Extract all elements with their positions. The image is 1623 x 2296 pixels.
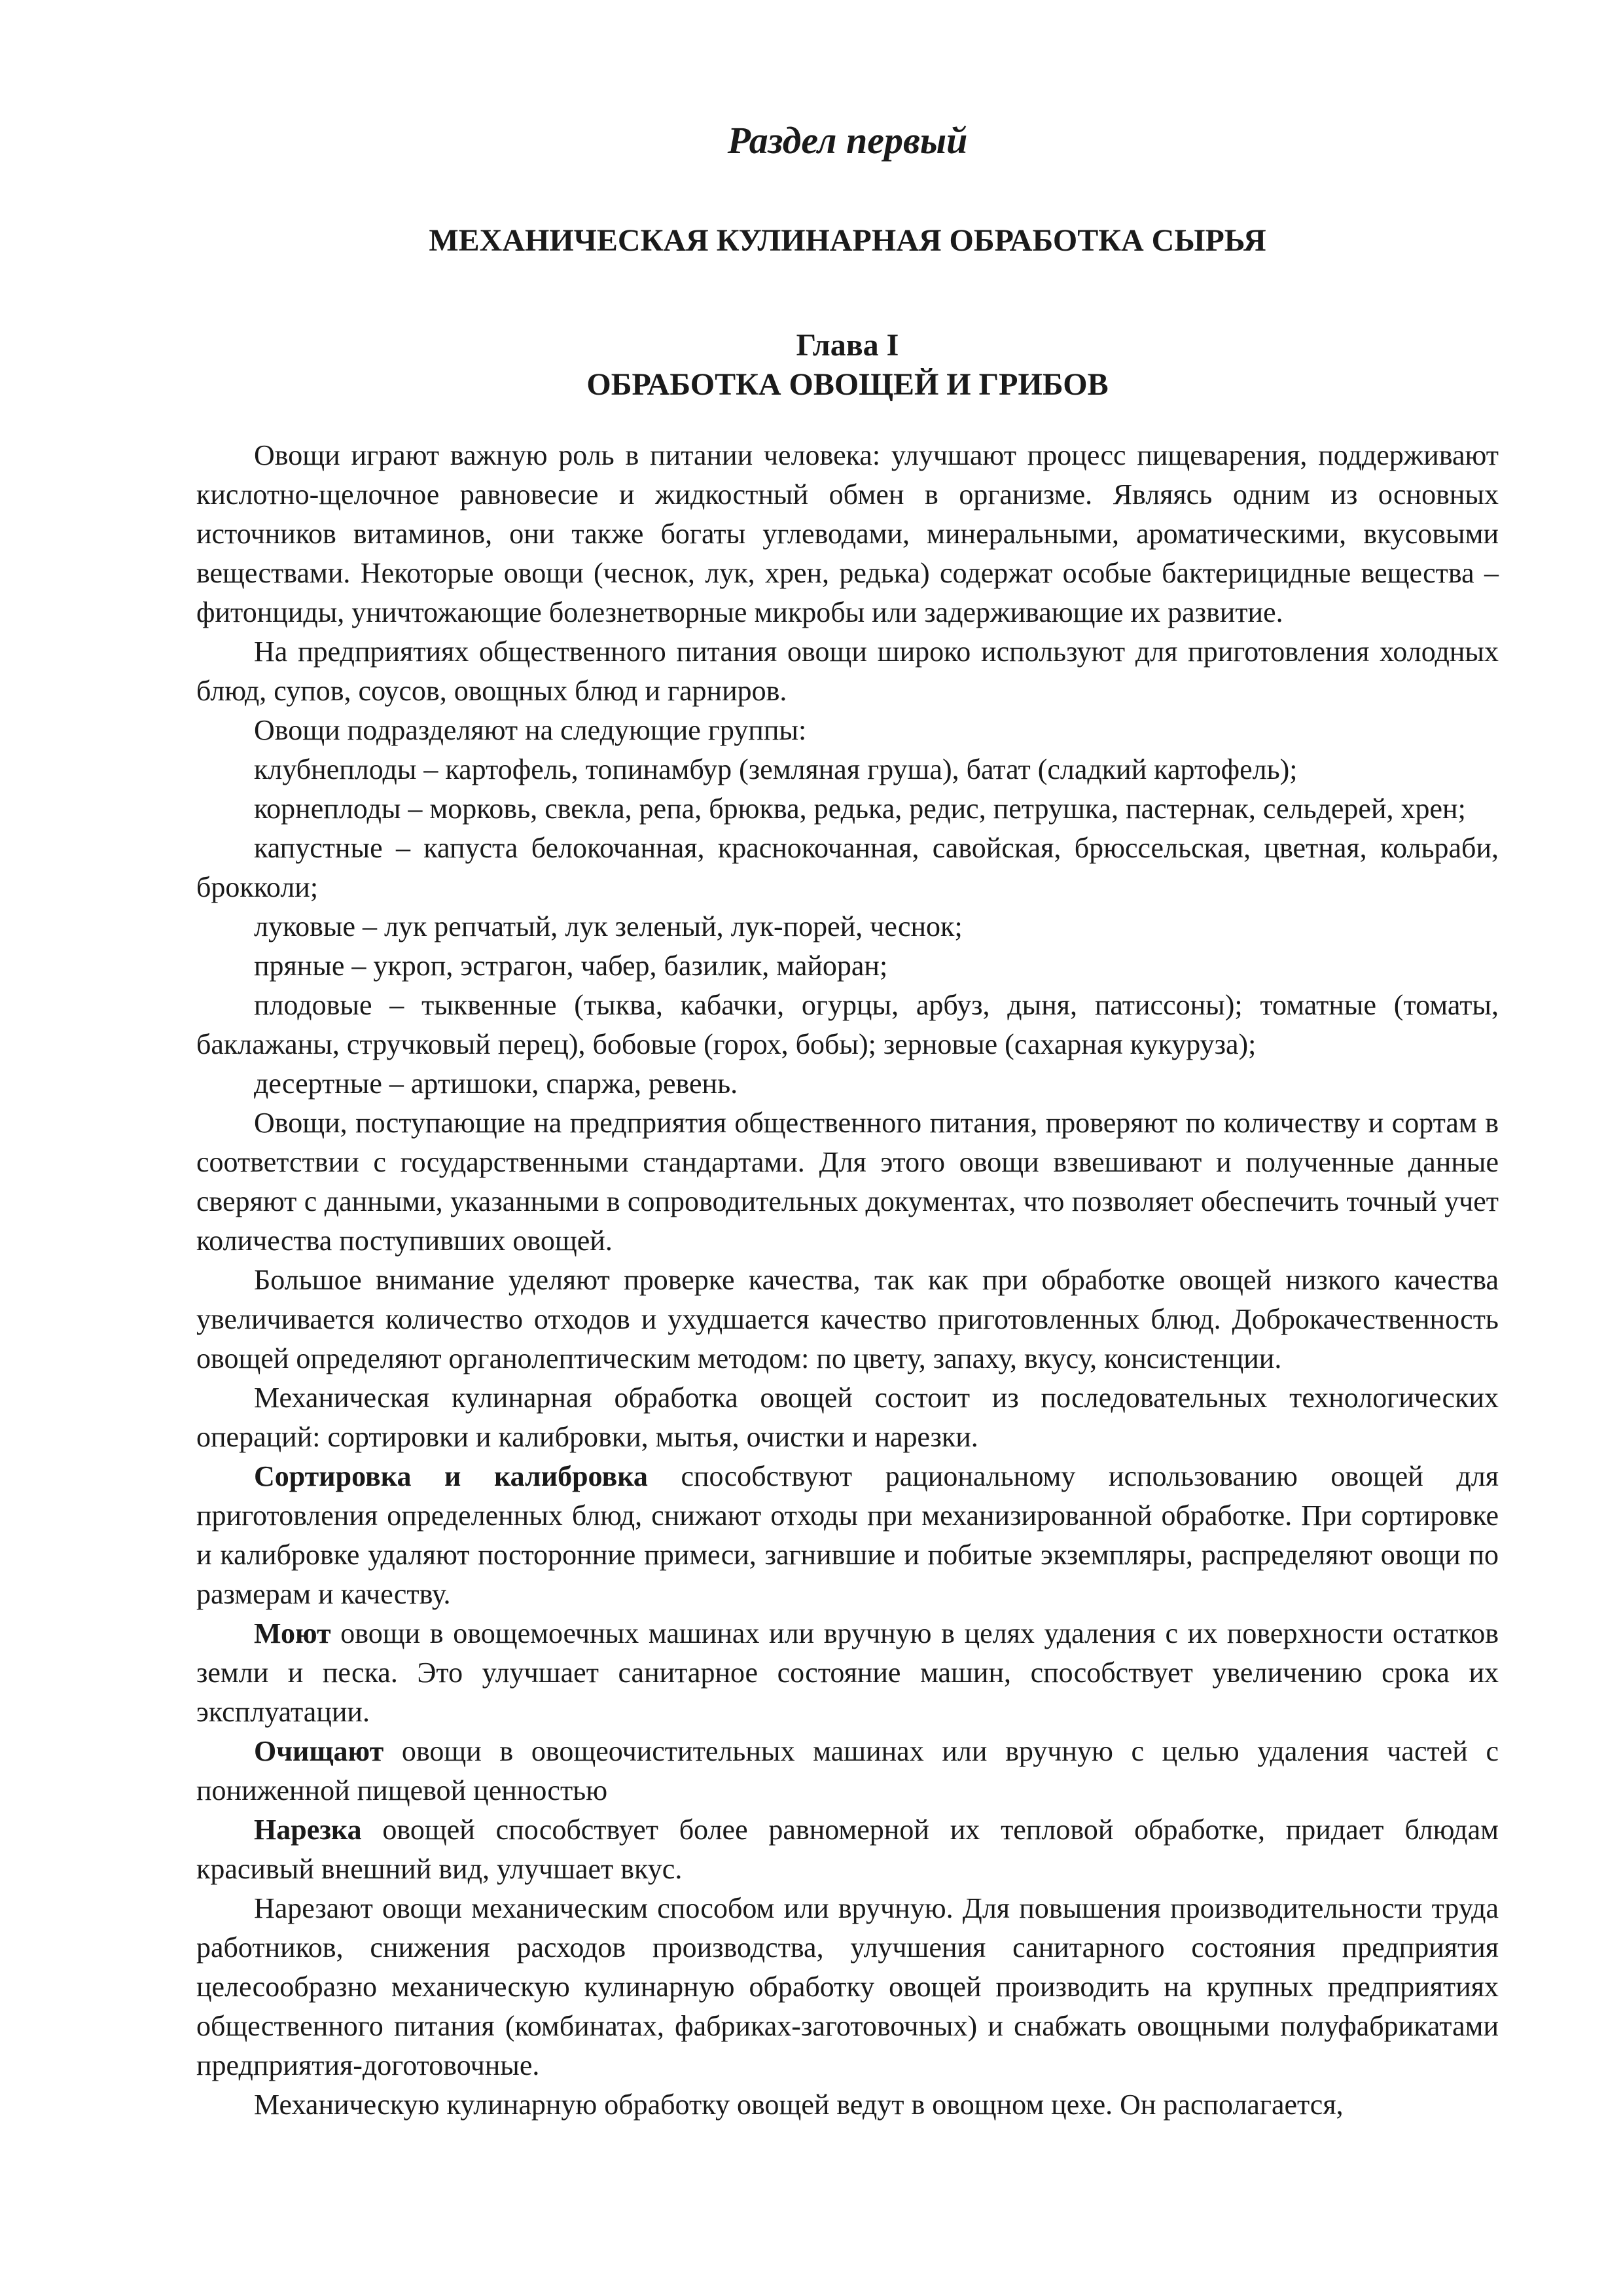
list-item: капустные – капуста белокочанная, краснокочанная, савойская, брюссельская, цветная, кольраби, брокколи;	[196, 832, 1499, 903]
paragraph: Нарезают овощи механическим способом или вручную. Для повышения производительности труда работников, снижения расходов производства, улучшения санитарного состояния предприятия целесообразно механическую кулинарную обработку овощей производить на крупных предприятиях общественного питания (комбинатах, фабриках-заготовочных) и снабжать овощными полуфабрикатами предприятия-доготовочные.	[196, 1892, 1499, 2081]
list-item: плодовые – тыквенные (тыква, кабачки, огурцы, арбуз, дыня, патиссоны); томатные (томаты, баклажаны, стручковый перец), бобовые (горох, бобы); зерновые (сахарная кукуруза);	[196, 989, 1499, 1060]
section-title: Раздел первый	[727, 119, 968, 162]
bold-term: Сортировка и калибровка	[254, 1460, 648, 1492]
paragraph: Овощи, поступающие на предприятия общественного питания, проверяют по количеству и сортам в соответствии с государственными стандартами. Для этого овощи взвешивают и полученные данные сверяют с данными, указанными в сопроводительных документах, что позволяет обеспечить точный учет количества поступивших овощей.	[196, 1107, 1499, 1257]
paragraph: Механическую кулинарную обработку овощей ведут в овощном цехе. Он располагается,	[254, 2089, 1344, 2121]
paragraph: Очищают овощи в овощеочистительных машинах или вручную с целью удаления частей с пониженной пищевой ценностью	[196, 1735, 1499, 1806]
part-title: МЕХАНИЧЕСКАЯ КУЛИНАРНАЯ ОБРАБОТКА СЫРЬЯ	[429, 223, 1266, 258]
list-item: корнеплоды – морковь, свекла, репа, брюква, редька, редис, петрушка, пастернак, сельдерей, хрен;	[254, 793, 1466, 825]
chapter-number: Глава I	[796, 328, 899, 363]
paragraph: Сортировка и калибровка способствуют рациональному использованию овощей для приготовления определенных блюд, снижают отходы при механизированной обработке. При сортировке и калибровке удаляют посторонние примеси, загнившие и побитые экземпляры, распределяют овощи по размерам и качеству.	[196, 1460, 1499, 1610]
list-item: пряные – укроп, эстрагон, чабер, базилик, майоран;	[254, 950, 888, 982]
list-item: десертные – артишоки, спаржа, ревень.	[254, 1067, 738, 1100]
paragraph: Большое внимание уделяют проверке качества, так как при обработке овощей низкого качества увеличивается количество отходов и ухудшается качество приготовленных блюд. Доброкачественность овощей определяют органолептическим методом: по цвету, запаху, вкусу, консистенции.	[196, 1264, 1499, 1374]
chapter-title: ОБРАБОТКА ОВОЩЕЙ И ГРИБОВ	[586, 367, 1109, 402]
paragraph: Овощи играют важную роль в питании человека: улучшают процесс пищеварения, поддерживают кислотно-щелочное равновесие и жидкостный обмен в организме. Являясь одним из основных источников витаминов, они также богаты углеводами, минеральными, ароматическими, вкусовыми веществами. Некоторые овощи (чеснок, лук, хрен, редька) содержат особые бактерицидные вещества – фитонциды, уничтожающие болезнетворные микробы или задерживающие их развитие.	[196, 439, 1499, 628]
list-item: луковые – лук репчатый, лук зеленый, лук-порей, чеснок;	[254, 910, 963, 942]
paragraph: На предприятиях общественного питания овощи широко используют для приготовления холодных блюд, супов, соусов, овощных блюд и гарниров.	[196, 636, 1499, 707]
paragraph: Нарезка овощей способствует более равномерной их тепловой обработке, придает блюдам красивый внешний вид, улучшает вкус.	[196, 1814, 1499, 1885]
list-item: клубнеплоды – картофель, топинамбур (земляная груша), батат (сладкий картофель);	[254, 753, 1298, 785]
paragraph: Механическая кулинарная обработка овощей состоит из последовательных технологических операций: сортировки и калибровки, мытья, очистки и нарезки.	[196, 1382, 1499, 1453]
paragraph: Моют овощи в овощемоечных машинах или вручную в целях удаления с их поверхности остатков земли и песка. Это улучшает санитарное состояние машин, способствует увеличению срока их эксплуатации.	[196, 1617, 1499, 1728]
body-text	[196, 436, 1499, 2125]
document-page	[196, 118, 1499, 2251]
bold-term: Моют	[254, 1617, 331, 1649]
bold-term: Очищают	[254, 1735, 384, 1767]
paragraph: Овощи подразделяют на следующие группы:	[254, 714, 807, 746]
bold-term: Нарезка	[254, 1814, 362, 1846]
